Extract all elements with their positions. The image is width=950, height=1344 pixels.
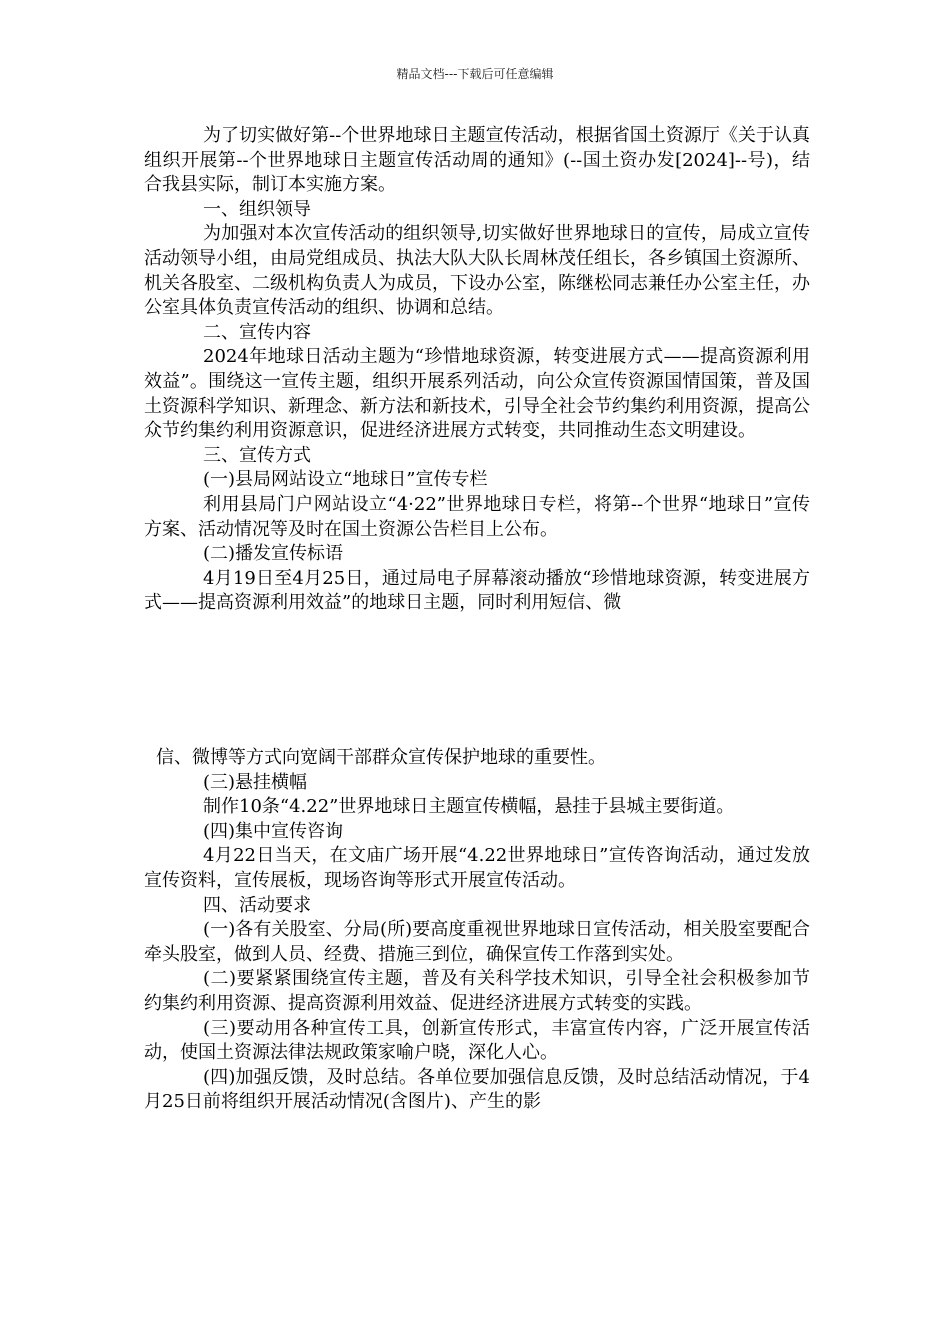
- paragraph: 4月19日至4月25日，通过局电子屏幕滚动播放“珍惜地球资源，转变进展方式——提高资源利用效益”的地球日主题，同时利用短信、微: [144, 567, 810, 614]
- page-header: 精品文档---下载后可任意编辑: [396, 67, 554, 81]
- paragraph: (四)加强反馈，及时总结。各单位要加强信息反馈，及时总结活动情况，于4月25日前将组织开展活动情况(含图片)、产生的影: [144, 1066, 810, 1113]
- section-heading: 二、宣传内容: [203, 321, 311, 343]
- body-text-bottom: [144, 746, 810, 1115]
- body-text-top: [144, 124, 810, 616]
- paragraph: 为了切实做好第--个世界地球日主题宣传活动，根据省国土资源厅《关于认真组织开展第--个世界地球日主题宣传活动周的通知》(--国土资办发[2024]--号)，结合我县实际，制订本实施方案。: [144, 125, 810, 196]
- paragraph: 制作10条“4.22”世界地球日主题宣传横幅，悬挂于县城主要街道。: [203, 796, 735, 818]
- subsection-heading: (二)播发宣传标语: [203, 543, 344, 565]
- paragraph: 2024年地球日活动主题为“珍惜地球资源，转变进展方式——提高资源利用效益”。围绕这一宣传主题，组织开展系列活动，向公众宣传资源国情国策，普及国土资源科学知识、新理念、新方法和新技术，引导全社会节约集约利用资源，提高公众节约集约利用资源意识，促进经济进展方式转变，共同推动生态文明建设。: [144, 346, 810, 442]
- section-heading: 三、宣传方式: [203, 444, 311, 466]
- subsection-heading: (四)集中宣传咨询: [203, 820, 344, 842]
- section-heading: 四、活动要求: [203, 894, 311, 916]
- section-heading: 一、组织领导: [203, 198, 311, 220]
- paragraph: (三)要动用各种宣传工具，创新宣传形式，丰富宣传内容，广泛开展宣传活动，使国土资源法律法规政策家喻户晓，深化人心。: [144, 1017, 810, 1064]
- subsection-heading: (三)悬挂横幅: [203, 771, 308, 793]
- paragraph: 信、微博等方式向宽阔干部群众宣传保护地球的重要性。: [156, 747, 606, 768]
- paragraph: 4月22日当天，在文庙广场开展“4.22世界地球日”宣传咨询活动，通过发放宣传资料，宣传展板，现场咨询等形式开展宣传活动。: [144, 845, 810, 891]
- paragraph: 利用县局门户网站设立“4·22”世界地球日专栏，将第--个世界“地球日”宣传方案、活动情况等及时在国土资源公告栏目上公布。: [144, 493, 810, 540]
- subsection-heading: (一)县局网站设立“地球日”宣传专栏: [203, 469, 488, 491]
- paragraph: 为加强对本次宣传活动的组织领导,切实做好世界地球日的宣传，局成立宣传活动领导小组，由局党组成员、执法大队大队长周林茂任组长，各乡镇国土资源所、机关各股室、二级机构负责人为成员，下设办公室，陈继松同志兼任办公室主任，办公室具体负责宣传活动的组织、协调和总结。: [144, 223, 810, 319]
- paragraph: (一)各有关股室、分局(所)要高度重视世界地球日宣传活动，相关股室要配合牵头股室，做到人员、经费、措施三到位，确保宣传工作落到实处。: [144, 919, 810, 965]
- paragraph: (二)要紧紧围绕宣传主题，普及有关科学技术知识，引导全社会积极参加节约集约利用资源、提高资源利用效益、促进经济进展方式转变的实践。: [144, 968, 810, 1014]
